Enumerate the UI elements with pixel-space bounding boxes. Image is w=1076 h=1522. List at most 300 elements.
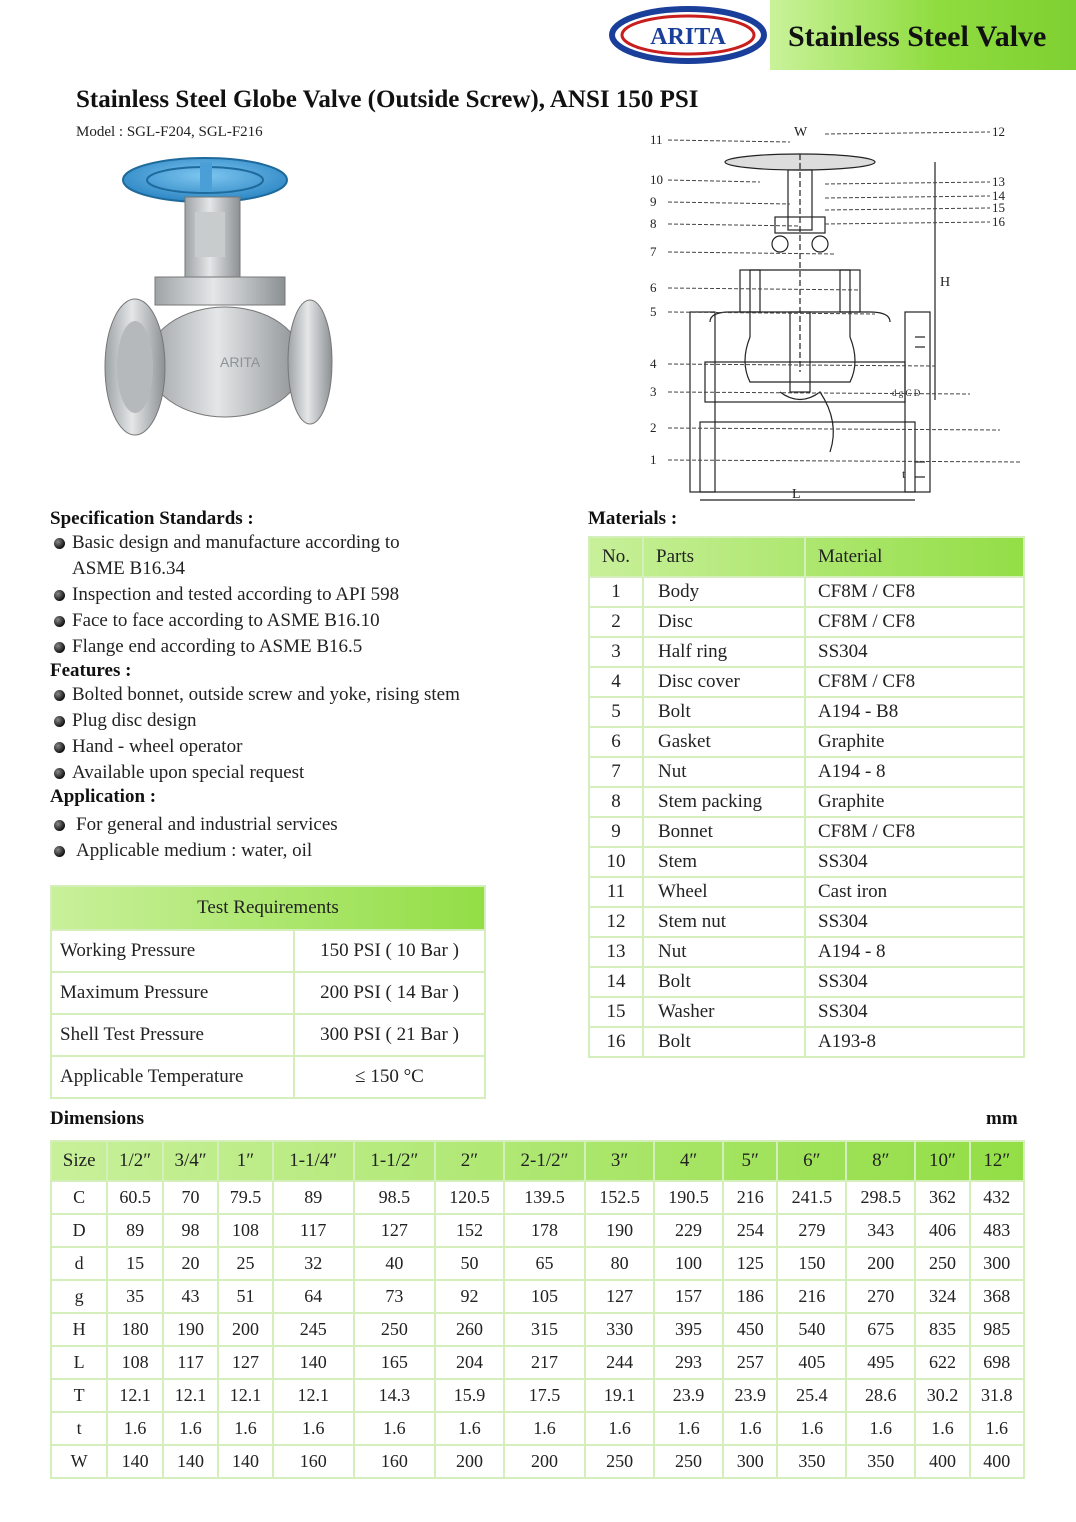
test-value: 150 PSI ( 10 Bar ): [294, 930, 485, 972]
materials-row: [589, 997, 1024, 1027]
dim-cell: 300: [723, 1445, 777, 1478]
dimension-row: [51, 1214, 1024, 1247]
test-label: Shell Test Pressure: [51, 1014, 294, 1056]
dim-size-header: 5″: [723, 1141, 777, 1181]
dim-cell: 140: [107, 1445, 162, 1478]
material-value: Graphite: [805, 727, 1024, 757]
dim-cell: 105: [504, 1280, 585, 1313]
dim-cell: 1.6: [915, 1412, 969, 1445]
dim-cell: 260: [435, 1313, 504, 1346]
material-value: SS304: [805, 847, 1024, 877]
dim-cell: 229: [654, 1214, 723, 1247]
dim-row-label: D: [51, 1214, 107, 1247]
dim-cell: 139.5: [504, 1181, 585, 1214]
dim-cell: 12.1: [273, 1379, 354, 1412]
dim-cell: 157: [654, 1280, 723, 1313]
dim-cell: 32: [273, 1247, 354, 1280]
dim-cell: 43: [163, 1280, 218, 1313]
materials-col-no: No.: [589, 537, 643, 577]
materials-col-parts: Parts: [643, 537, 805, 577]
dim-cell: 200: [435, 1445, 504, 1478]
test-label: Maximum Pressure: [51, 972, 294, 1014]
callout-number: 16: [992, 214, 1005, 229]
callouts-right: [825, 124, 1006, 229]
dim-row-label: T: [51, 1379, 107, 1412]
dim-cell: 28.6: [846, 1379, 915, 1412]
dim-cell: 79.5: [218, 1181, 272, 1214]
dim-cell: 450: [723, 1313, 777, 1346]
materials-row: [589, 1027, 1024, 1057]
material-part: Bolt: [643, 1027, 805, 1057]
test-value: 300 PSI ( 21 Bar ): [294, 1014, 485, 1056]
materials-row: [589, 697, 1024, 727]
test-requirements-table: [50, 885, 486, 1099]
material-no: 7: [589, 757, 643, 787]
dim-size-header: 8″: [846, 1141, 915, 1181]
material-part: Bonnet: [643, 817, 805, 847]
material-value: Cast iron: [805, 877, 1024, 907]
material-value: CF8M / CF8: [805, 607, 1024, 637]
material-no: 13: [589, 937, 643, 967]
material-value: CF8M / CF8: [805, 577, 1024, 607]
dim-cell: 64: [273, 1280, 354, 1313]
dim-cell: 127: [585, 1280, 654, 1313]
dim-cell: 298.5: [846, 1181, 915, 1214]
callout-leader: [668, 252, 835, 254]
dim-size-header: 1-1/2″: [354, 1141, 435, 1181]
dim-cell: 140: [218, 1445, 272, 1478]
dim-cell: 65: [504, 1247, 585, 1280]
dimensions-table: [50, 1140, 1025, 1479]
dim-cell: 127: [218, 1346, 272, 1379]
material-part: Nut: [643, 937, 805, 967]
dim-cell: 244: [585, 1346, 654, 1379]
callout-leader: [825, 196, 990, 198]
dim-row-label: H: [51, 1313, 107, 1346]
materials-row: [589, 967, 1024, 997]
material-value: SS304: [805, 967, 1024, 997]
dim-cell: 190.5: [654, 1181, 723, 1214]
spec-section: [50, 508, 570, 864]
drawing-label-h: H: [940, 275, 951, 290]
dim-cell: 51: [218, 1280, 272, 1313]
callout-leader: [668, 288, 860, 290]
material-no: 6: [589, 727, 643, 757]
dim-cell: 985: [970, 1313, 1024, 1346]
dim-cell: 1.6: [654, 1412, 723, 1445]
feature-item: Plug disc design: [50, 708, 570, 734]
dimension-row: [51, 1313, 1024, 1346]
materials-row: [589, 637, 1024, 667]
dim-size-header: 1/2″: [107, 1141, 162, 1181]
dimension-row: [51, 1412, 1024, 1445]
test-value: 200 PSI ( 14 Bar ): [294, 972, 485, 1014]
dim-cell: 117: [273, 1214, 354, 1247]
dim-cell: 186: [723, 1280, 777, 1313]
dim-cell: 92: [435, 1280, 504, 1313]
svg-text:ARITA: ARITA: [220, 354, 261, 370]
arita-logo: [608, 4, 768, 66]
dim-cell: 31.8: [970, 1379, 1024, 1412]
dim-size-header: 1″: [218, 1141, 272, 1181]
dim-cell: 15: [107, 1247, 162, 1280]
dim-cell: 1.6: [354, 1412, 435, 1445]
dim-cell: 12.1: [163, 1379, 218, 1412]
callout-leader: [668, 140, 790, 142]
dim-cell: 250: [585, 1445, 654, 1478]
callout-leader: [825, 132, 990, 134]
dim-cell: 204: [435, 1346, 504, 1379]
dim-cell: 1.6: [970, 1412, 1024, 1445]
dim-cell: 400: [915, 1445, 969, 1478]
dim-cell: 622: [915, 1346, 969, 1379]
material-value: CF8M / CF8: [805, 817, 1024, 847]
dim-cell: 160: [354, 1445, 435, 1478]
callout-leader: [668, 460, 1020, 462]
material-no: 14: [589, 967, 643, 997]
dim-cell: 140: [273, 1346, 354, 1379]
material-no: 12: [589, 907, 643, 937]
callout-leader: [825, 222, 990, 224]
materials-row: [589, 607, 1024, 637]
dim-size-header: 2″: [435, 1141, 504, 1181]
dim-cell: 254: [723, 1214, 777, 1247]
dim-cell: 120.5: [435, 1181, 504, 1214]
dim-row-label: d: [51, 1247, 107, 1280]
dim-cell: 343: [846, 1214, 915, 1247]
callout-leader: [668, 364, 935, 366]
dim-cell: 300: [970, 1247, 1024, 1280]
material-no: 16: [589, 1027, 643, 1057]
dim-cell: 835: [915, 1313, 969, 1346]
dim-cell: 250: [354, 1313, 435, 1346]
dim-cell: 350: [846, 1445, 915, 1478]
dim-cell: 245: [273, 1313, 354, 1346]
test-requirements-title: Test Requirements: [51, 886, 485, 930]
callout-leader: [825, 182, 990, 184]
dim-row-label: C: [51, 1181, 107, 1214]
feature-item: Hand - wheel operator: [50, 734, 570, 760]
dim-cell: 279: [777, 1214, 846, 1247]
callout-number: 5: [650, 304, 657, 319]
material-value: SS304: [805, 637, 1024, 667]
dim-cell: 20: [163, 1247, 218, 1280]
dim-cell: 140: [163, 1445, 218, 1478]
dim-cell: 73: [354, 1280, 435, 1313]
dim-cell: 160: [273, 1445, 354, 1478]
test-row: [51, 972, 485, 1014]
dim-size-header: 12″: [970, 1141, 1024, 1181]
dim-cell: 108: [107, 1346, 162, 1379]
material-no: 8: [589, 787, 643, 817]
materials-row: [589, 727, 1024, 757]
material-part: Washer: [643, 997, 805, 1027]
callout-number: 8: [650, 216, 657, 231]
dimension-row: [51, 1247, 1024, 1280]
material-no: 5: [589, 697, 643, 727]
test-row: [51, 1014, 485, 1056]
dim-size-header: 1-1/4″: [273, 1141, 354, 1181]
spec-item: [50, 608, 570, 634]
materials-row: [589, 787, 1024, 817]
dim-cell: 241.5: [777, 1181, 846, 1214]
dim-cell: 406: [915, 1214, 969, 1247]
dim-cell: 1.6: [846, 1412, 915, 1445]
drawing-dim-letters: d g C D: [892, 388, 921, 398]
dim-row-label: g: [51, 1280, 107, 1313]
feature-item: Bolted bonnet, outside screw and yoke, rising stem: [50, 682, 570, 708]
dim-cell: 675: [846, 1313, 915, 1346]
dim-cell: 190: [585, 1214, 654, 1247]
material-part: Bolt: [643, 967, 805, 997]
material-part: Stem nut: [643, 907, 805, 937]
dim-cell: 216: [777, 1280, 846, 1313]
dim-cell: 15.9: [435, 1379, 504, 1412]
dim-cell: 60.5: [107, 1181, 162, 1214]
spec-item-text: Basic design and manufacture according to: [72, 532, 400, 553]
callout-number: 10: [650, 172, 663, 187]
application-heading: Application :: [50, 786, 157, 807]
callout-number: 13: [992, 174, 1005, 189]
dim-size-header: 2-1/2″: [504, 1141, 585, 1181]
dim-cell: 293: [654, 1346, 723, 1379]
dim-cell: 362: [915, 1181, 969, 1214]
material-no: 10: [589, 847, 643, 877]
dim-cell: 540: [777, 1313, 846, 1346]
material-value: A194 - 8: [805, 937, 1024, 967]
callout-number: 14: [992, 188, 1005, 203]
dim-cell: 152.5: [585, 1181, 654, 1214]
callout-number: 6: [650, 280, 657, 295]
dimension-row: [51, 1346, 1024, 1379]
material-no: 11: [589, 877, 643, 907]
dim-cell: 1.6: [273, 1412, 354, 1445]
dim-cell: 117: [163, 1346, 218, 1379]
callout-leader: [668, 202, 790, 204]
callout-leader: [825, 208, 990, 210]
dim-cell: 1.6: [504, 1412, 585, 1445]
dim-cell: 698: [970, 1346, 1024, 1379]
material-no: 1: [589, 577, 643, 607]
feature-item: Available upon special request: [50, 760, 570, 786]
valve-photo: [100, 152, 340, 492]
materials-row: [589, 577, 1024, 607]
dim-cell: 152: [435, 1214, 504, 1247]
dim-size-label: Size: [51, 1141, 107, 1181]
material-part: Body: [643, 577, 805, 607]
materials-heading: Materials :: [588, 508, 678, 529]
material-part: Bolt: [643, 697, 805, 727]
dim-cell: 25: [218, 1247, 272, 1280]
dim-cell: 405: [777, 1346, 846, 1379]
dim-cell: 1.6: [218, 1412, 272, 1445]
logo-text: ARITA: [650, 24, 726, 50]
callout-number: 3: [650, 384, 657, 399]
materials-row: [589, 817, 1024, 847]
material-no: 4: [589, 667, 643, 697]
dim-cell: 30.2: [915, 1379, 969, 1412]
dim-cell: 368: [970, 1280, 1024, 1313]
dim-cell: 165: [354, 1346, 435, 1379]
dim-row-label: t: [51, 1412, 107, 1445]
dim-cell: 19.1: [585, 1379, 654, 1412]
callout-number: 1: [650, 452, 657, 467]
test-value: ≤ 150 °C: [294, 1056, 485, 1098]
material-value: A193-8: [805, 1027, 1024, 1057]
test-row: [51, 930, 485, 972]
dim-cell: 125: [723, 1247, 777, 1280]
dim-cell: 1.6: [107, 1412, 162, 1445]
dim-cell: 23.9: [723, 1379, 777, 1412]
material-part: Wheel: [643, 877, 805, 907]
dim-cell: 12.1: [107, 1379, 162, 1412]
dim-cell: 17.5: [504, 1379, 585, 1412]
materials-row: [589, 667, 1024, 697]
page-title: Stainless Steel Globe Valve (Outside Screw), ANSI 150 PSI: [76, 86, 699, 113]
features-list: [50, 682, 570, 786]
dim-cell: 217: [504, 1346, 585, 1379]
materials-row: [589, 937, 1024, 967]
materials-table: [588, 536, 1025, 1058]
dim-cell: 200: [846, 1247, 915, 1280]
dim-size-header: 10″: [915, 1141, 969, 1181]
callout-number: 2: [650, 420, 657, 435]
material-part: Stem packing: [643, 787, 805, 817]
dim-cell: 432: [970, 1181, 1024, 1214]
dim-cell: 400: [970, 1445, 1024, 1478]
application-item: For general and industrial services: [50, 812, 570, 838]
spec-item-text: Inspection and tested according to API 598: [72, 584, 400, 605]
dim-cell: 23.9: [654, 1379, 723, 1412]
material-no: 2: [589, 607, 643, 637]
drawing-label-t: t: [902, 467, 906, 481]
dim-cell: 40: [354, 1247, 435, 1280]
material-part: Stem: [643, 847, 805, 877]
dim-cell: 270: [846, 1280, 915, 1313]
material-part: Gasket: [643, 727, 805, 757]
dim-cell: 108: [218, 1214, 272, 1247]
spec-item: [50, 582, 570, 608]
callout-number: 7: [650, 244, 657, 259]
dim-cell: 180: [107, 1313, 162, 1346]
dimension-row: [51, 1181, 1024, 1214]
dim-size-header: 4″: [654, 1141, 723, 1181]
callout-number: 11: [650, 132, 663, 147]
dim-cell: 1.6: [163, 1412, 218, 1445]
dim-cell: 250: [654, 1445, 723, 1478]
spec-list: [50, 530, 570, 660]
spec-item: [50, 530, 570, 582]
dim-cell: 200: [504, 1445, 585, 1478]
callout-number: 12: [992, 124, 1005, 139]
test-label: Working Pressure: [51, 930, 294, 972]
dim-cell: 70: [163, 1181, 218, 1214]
spec-item-text: Face to face according to ASME B16.10: [72, 610, 380, 631]
dim-cell: 1.6: [585, 1412, 654, 1445]
material-value: A194 - B8: [805, 697, 1024, 727]
dim-cell: 1.6: [723, 1412, 777, 1445]
material-no: 3: [589, 637, 643, 667]
spec-heading: Specification Standards :: [50, 508, 254, 529]
callout-leader: [668, 428, 1000, 430]
test-label: Applicable Temperature: [51, 1056, 294, 1098]
model-numbers: Model : SGL-F204, SGL-F216: [76, 124, 263, 140]
callout-number: 4: [650, 356, 657, 371]
dim-cell: 50: [435, 1247, 504, 1280]
material-part: Disc: [643, 607, 805, 637]
drawing-label-w: W: [794, 125, 808, 140]
material-value: A194 - 8: [805, 757, 1024, 787]
dim-cell: 25.4: [777, 1379, 846, 1412]
callout-number: 15: [992, 200, 1005, 215]
dim-size-header: 6″: [777, 1141, 846, 1181]
dim-row-label: L: [51, 1346, 107, 1379]
dim-row-label: W: [51, 1445, 107, 1478]
dimensions-heading: Dimensions: [50, 1108, 144, 1129]
materials-col-material: Material: [805, 537, 1024, 577]
callout-number: 9: [650, 194, 657, 209]
application-list: [50, 812, 570, 864]
dim-cell: 216: [723, 1181, 777, 1214]
application-item: Applicable medium : water, oil: [50, 838, 570, 864]
materials-row: [589, 847, 1024, 877]
dim-cell: 483: [970, 1214, 1024, 1247]
material-value: CF8M / CF8: [805, 667, 1024, 697]
materials-row: [589, 907, 1024, 937]
dim-size-header: 3/4″: [163, 1141, 218, 1181]
dim-cell: 190: [163, 1313, 218, 1346]
material-value: SS304: [805, 907, 1024, 937]
materials-row: [589, 877, 1024, 907]
materials-row: [589, 757, 1024, 787]
dim-cell: 127: [354, 1214, 435, 1247]
dim-cell: 250: [915, 1247, 969, 1280]
dim-cell: 35: [107, 1280, 162, 1313]
dim-cell: 12.1: [218, 1379, 272, 1412]
dimension-row: [51, 1379, 1024, 1412]
spec-item: [50, 634, 570, 660]
dim-cell: 495: [846, 1346, 915, 1379]
drawing-label-l: L: [792, 487, 801, 502]
spec-item-text: ASME B16.34: [72, 558, 185, 579]
dim-cell: 330: [585, 1313, 654, 1346]
callout-leader: [668, 224, 800, 226]
dimension-row: [51, 1280, 1024, 1313]
dimensions-unit: mm: [986, 1108, 1018, 1129]
dim-cell: 14.3: [354, 1379, 435, 1412]
dim-cell: 178: [504, 1214, 585, 1247]
dim-cell: 1.6: [777, 1412, 846, 1445]
dim-cell: 89: [107, 1214, 162, 1247]
material-part: Nut: [643, 757, 805, 787]
dim-cell: 80: [585, 1247, 654, 1280]
dim-cell: 1.6: [435, 1412, 504, 1445]
dim-cell: 315: [504, 1313, 585, 1346]
material-no: 15: [589, 997, 643, 1027]
dim-cell: 324: [915, 1280, 969, 1313]
dim-cell: 395: [654, 1313, 723, 1346]
dim-cell: 150: [777, 1247, 846, 1280]
dim-size-header: 3″: [585, 1141, 654, 1181]
cross-section-drawing: [640, 122, 1020, 508]
spec-item-text: Flange end according to ASME B16.5: [72, 636, 363, 657]
brand-bar-title: Stainless Steel Valve: [788, 20, 1047, 53]
dim-cell: 257: [723, 1346, 777, 1379]
dim-cell: 350: [777, 1445, 846, 1478]
features-heading: Features :: [50, 660, 132, 681]
callout-leader: [668, 180, 760, 182]
dimension-row: [51, 1445, 1024, 1478]
